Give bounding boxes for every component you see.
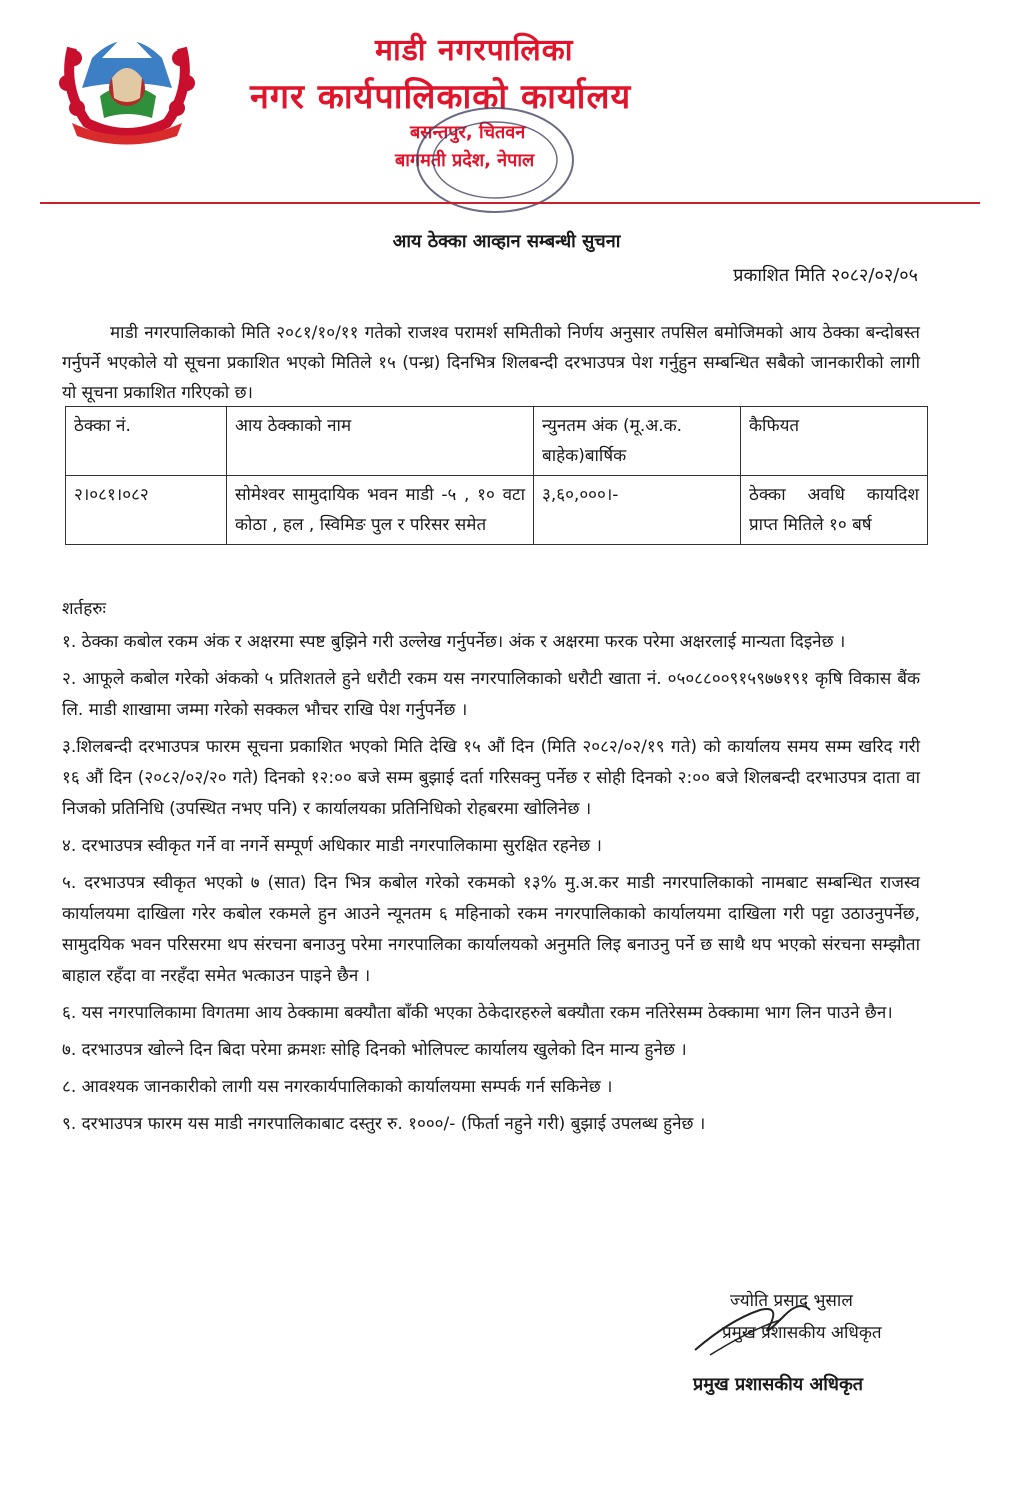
intro-text: माडी नगरपालिकाको मिति २०८१/१०/११ गतेको राजश्व परामर्श समितीको निर्णय अनुसार तपसिल बमोजिमको आय ठेक्का बन्दोबस्त गर्नुपर्ने भएकोले यो सूचना प्रकाशित भएको मितिले १५ (पन्ध्र) दिनभित्र शिलबन्दी दरभाउपत्र पेश गर्नुहुन सम्बन्धित सबैको जानकारीको लागी यो सूचना प्रकाशित गरिएको छ।: [62, 323, 920, 403]
table-header-cell: न्युनतम अंक (मू.अ.क. बाहेक)बार्षिक: [534, 407, 741, 476]
table-cell: सोमेश्वर सामुदायिक भवन माडी -५ , १० वटा कोठा , हल , स्विमिङ पुल र परिसर समेत: [227, 476, 534, 545]
conditions-heading: शर्तहरुः: [62, 599, 106, 619]
signatory-name: ज्योति प्रसाद भुसाल: [730, 1291, 853, 1311]
contract-table: [65, 406, 928, 545]
table-header-cell: आय ठेक्काको नाम: [227, 407, 534, 476]
nepal-coat-of-arms-icon: [52, 18, 202, 150]
condition-item: ३.शिलबन्दी दरभाउपत्र फारम सूचना प्रकाशित भएको मिति देखि १५ औं दिन (मिति २०८२/०२/१९ गते) को कार्यालय समय सम्म खरिद गरी १६ औं दिन (२०८२/०२/२० गते) दिनको १२:०० बजे सम्म बुझाई दर्ता गरिसक्नु पर्नेछ र सोही दिनको २:०० बजे शिलबन्दी दरभाउपत्र दाता वा निजको प्रतिनिधि (उपस्थित नभए पनि) र कार्यालयका प्रतिनिधिको रोहबरमा खोलिनेछ ।: [62, 737, 920, 819]
table-header-cell: कैफियत: [741, 407, 928, 476]
table-cell: ३,६०,०००।-: [534, 476, 741, 545]
table-header-row: [66, 407, 928, 476]
signatory-stamp-designation: प्रमुख प्रशासकीय अधिकृत: [722, 1323, 882, 1343]
condition-item: ४. दरभाउपत्र स्वीकृत गर्ने वा नगर्ने सम्पूर्ण अधिकार माडी नगरपालिकामा सुरक्षित रहनेछ ।: [62, 836, 602, 856]
table-row: [66, 476, 928, 545]
conditions-section: [62, 594, 920, 1146]
condition-item: ९. दरभाउपत्र फारम यस माडी नगरपालिकाबाट दस्तुर रु. १०००/- (फिर्ता नहुने गरी) बुझाई उपलब्ध हुनेछ ।: [62, 1114, 706, 1134]
condition-item: ६. यस नगरपालिकामा विगतमा आय ठेक्कामा बक्यौता बाँकी भएका ठेकेदारहरुले बक्यौता रकम नतिरेसम्म ठेक्कामा भाग लिन पाउने छैन।: [62, 1003, 893, 1023]
condition-item: २. आफूले कबोल गरेको अंकको ५ प्रतिशतले हुने धरौटी रकम यस नगरपालिकाको धरौटी खाता नं. ०५०८८००९१५९७७१९१ कृषि विकास बैंक लि. माडी शाखामा जम्मा गरेको सक्कल भौचर राखि पेश गर्नुपर्नेछ ।: [62, 669, 920, 720]
office-address-line2: बागमती प्रदेश, नेपाल: [395, 150, 535, 171]
condition-item: ५. दरभाउपत्र स्वीकृत भएको ७ (सात) दिन भित्र कबोल गरेको रकमको १३% मु.अ.कर माडी नगरपालिकाको नामबाट सम्बन्धित राजस्व कार्यालयमा दाखिला गरेर कबोल रकमले हुन आउने न्यूनतम ६ महिनाको रकम नगरपालिकाको कार्यालयमा दाखिला गरी पट्टा उठाउनुपर्नेछ, सामुदयिक भवन परिसरमा थप संरचना बनाउनु परेमा नगरपालिका कार्यालयको अनुमति लिइ बनाउनु पर्ने छ साथै थप भएको संरचना सम्झौता बाहाल रहँदा वा नरहँदा समेत भत्काउन पाइने छैन ।: [62, 873, 920, 986]
condition-item: ७. दरभाउपत्र खोल्ने दिन बिदा परेमा क्रमशः सोहि दिनको भोलिपल्ट कार्यालय खुलेको दिन मान्य हुनेछ ।: [62, 1040, 687, 1060]
signatory-designation: प्रमुख प्रशासकीय अधिकृत: [693, 1374, 864, 1395]
intro-paragraph: [62, 318, 920, 408]
municipality-name: माडी नगरपालिका: [375, 33, 574, 68]
table-cell: २।०८१।०८२: [66, 476, 227, 545]
published-date: प्रकाशित मिति २०८२/०२/०५: [733, 265, 918, 286]
office-address-line1: बसन्तपुर, चितवन: [410, 122, 526, 143]
letterhead-divider: [40, 202, 980, 204]
table-header-cell: ठेक्का नं.: [66, 407, 227, 476]
office-name: नगर कार्यपालिकाको कार्यालय: [250, 77, 632, 117]
condition-item: ८. आवश्यक जानकारीको लागी यस नगरकार्यपालिकाको कार्यालयमा सम्पर्क गर्न सकिनेछ ।: [62, 1077, 613, 1097]
table-cell: ठेक्का अवधि कायदिश प्राप्त मितिले १० बर्ष: [741, 476, 928, 545]
notice-title: आय ठेक्का आव्हान सम्बन्धी सुचना: [392, 231, 621, 252]
condition-item: १. ठेक्का कबोल रकम अंक र अक्षरमा स्पष्ट बुझिने गरी उल्लेख गर्नुपर्नेछ। अंक र अक्षरमा फरक परेमा अक्षरलाई मान्यता दिइनेछ ।: [62, 632, 846, 652]
